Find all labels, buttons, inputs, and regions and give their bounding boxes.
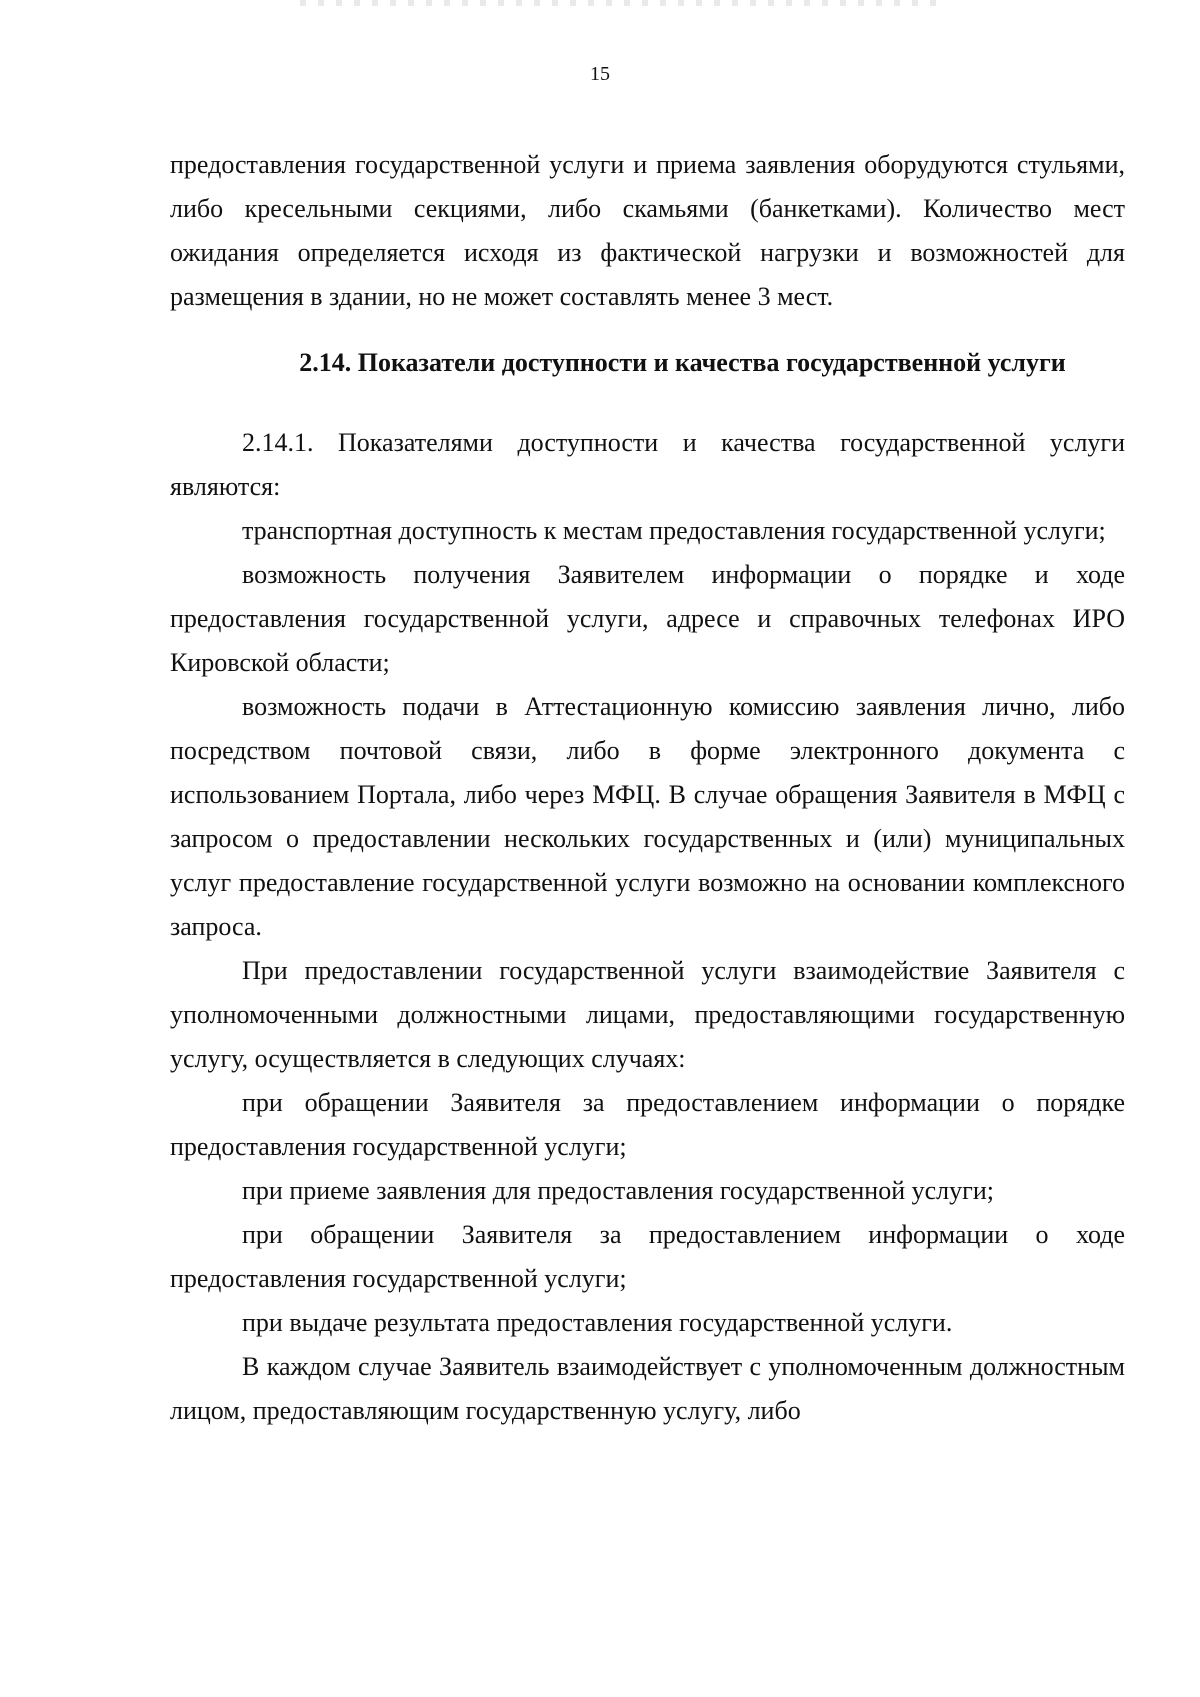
paragraph: при обращении Заявителя за предоставлением информации о ходе предоставления государственной услуги; (170, 1220, 1125, 1293)
paragraph: при обращении Заявителя за предоставлением информации о порядке предоставления государственной услуги; (170, 1088, 1125, 1161)
scan-artifact (300, 0, 940, 6)
paragraph: при приеме заявления для предоставления государственной услуги; (242, 1176, 994, 1205)
paragraph: 2.14.1. Показателями доступности и качества государственной услуги являются: (170, 428, 1125, 501)
page-number: 15 (590, 63, 610, 85)
paragraph: при выдаче результата предоставления государственной услуги. (242, 1308, 953, 1337)
paragraph: возможность получения Заявителем информации о порядке и ходе предоставления государственной услуги, адресе и справочных телефонах ИРО Кировской области; (170, 560, 1125, 677)
paragraph: В каждом случае Заявитель взаимодействует с уполномоченным должностным лицом, предоставляющим государственную услугу, либо (170, 1352, 1125, 1425)
paragraph-continuation: предоставления государственной услуги и приема заявления оборудуются стульями, либо кресельными секциями, либо скамьями (банкетками). Количество мест ожидания определяется исходя из фактической нагрузки и возможностей для размещения в здании, но не может составлять менее 3 мест. (170, 150, 1125, 311)
section-heading: 2.14. Показатели доступности и качества государственной услуги (299, 348, 1066, 377)
paragraph: При предоставлении государственной услуги взаимодействие Заявителя с уполномоченными должностными лицами, предоставляющими государственную услугу, осуществляется в следующих случаях: (170, 956, 1125, 1073)
document-body (170, 143, 1125, 1433)
spacer (170, 385, 1125, 421)
paragraph: возможность подачи в Аттестационную комиссию заявления лично, либо посредством почтовой связи, либо в форме электронного документа с использованием Портала, либо через МФЦ. В случае обращения Заявителя в МФЦ с запросом о предоставлении нескольких государственных и (или) муниципальных услуг предоставление государственной услуги возможно на основании комплексного запроса. (170, 692, 1125, 941)
paragraph: транспортная доступность к местам предоставления государственной услуги; (242, 516, 1106, 545)
